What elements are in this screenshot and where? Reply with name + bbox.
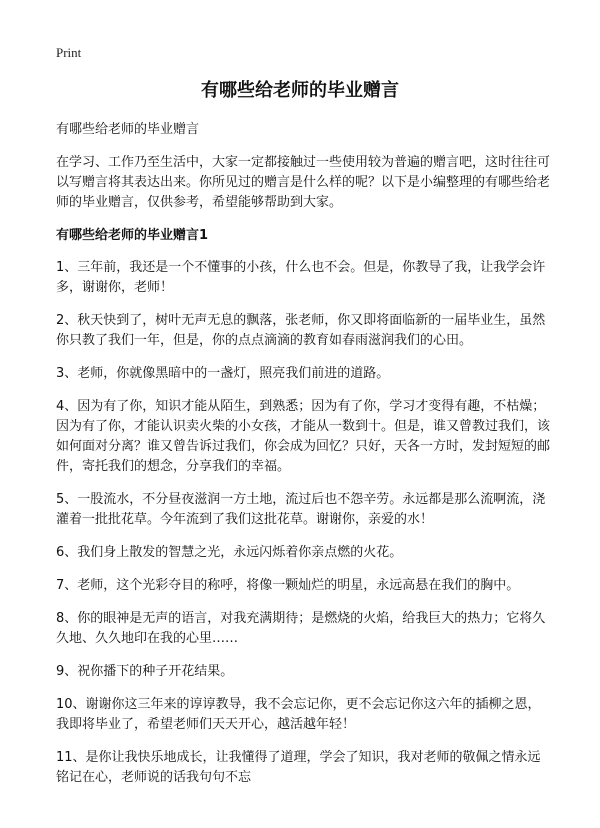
list-item: 6、我们身上散发的智慧之光，永远闪烁着你亲点燃的火花。	[56, 545, 403, 560]
list-item: 11、是你让我快乐地成长，让我懂得了道理，学会了知识，我对老师的敬佩之情永远铭记在心，老师说的话我句句不忘	[56, 750, 541, 785]
article-body	[56, 120, 550, 801]
page-title: 有哪些给老师的毕业赠言	[201, 80, 399, 101]
list-item: 8、你的眼神是无声的语言，对我充满期待；是燃烧的火焰，给我巨大的热力；它将久久地、久久地印在我的心里……	[56, 611, 546, 646]
list-item: 3、老师，你就像黑暗中的一盏灯，照亮我们前进的道路。	[56, 366, 390, 381]
list-item: 2、秋天快到了，树叶无声无息的飘落，张老师，你又即将面临新的一届毕业生，虽然你只教了我们一年，但是，你的点点滴滴的教育如春雨滋润我们的心田。	[56, 313, 546, 348]
list-item: 1、三年前，我还是一个不懂事的小孩，什么也不会。但是，你教导了我，让我学会许多，谢谢你，老师！	[56, 260, 546, 295]
list-item: 7、老师，这个光彩夺目的称呼，将像一颗灿烂的明星，永远高悬在我们的胸中。	[56, 578, 520, 593]
list-item: 9、祝你播下的种子开花结果。	[56, 664, 234, 679]
list-item: 10、谢谢你这三年来的谆谆教导，我不会忘记你，更不会忘记你这六年的插柳之恩，我即将毕业了，希望老师们天天开心，越活越年轻！	[56, 697, 541, 732]
intro-paragraph: 在学习、工作乃至生活中，大家一定都接触过一些使用较为普遍的赠言吧，这时往往可以写赠言将其表达出来。你所见过的赠言是什么样的呢？以下是小编整理的有哪些给老师的毕业赠言，仅供参考，希望能够帮助到大家。	[56, 155, 551, 210]
print-link[interactable]: Print	[56, 45, 82, 60]
article-subtitle: 有哪些给老师的毕业赠言	[56, 122, 200, 137]
list-item: 4、因为有了你，知识才能从陌生，到熟悉；因为有了你，学习才变得有趣，不枯燥；因为有了你，才能认识卖火柴的小女孩，才能从一数到十。但是，谁又曾教过我们，该如何面对分离？谁又曾告诉过我们，你会成为回忆？只好，天各一方时，发封短短的邮件，寄托我们的想念，分享我们的幸福。	[56, 399, 551, 474]
list-item: 5、一股流水，不分昼夜滋润一方土地，流过后也不怨辛劳。永远都是那么流啊流，浇灌着一批批花草。今年流到了我们这批花草。谢谢你，亲爱的水！	[56, 492, 546, 527]
section-heading: 有哪些给老师的毕业赠言1	[56, 228, 209, 243]
